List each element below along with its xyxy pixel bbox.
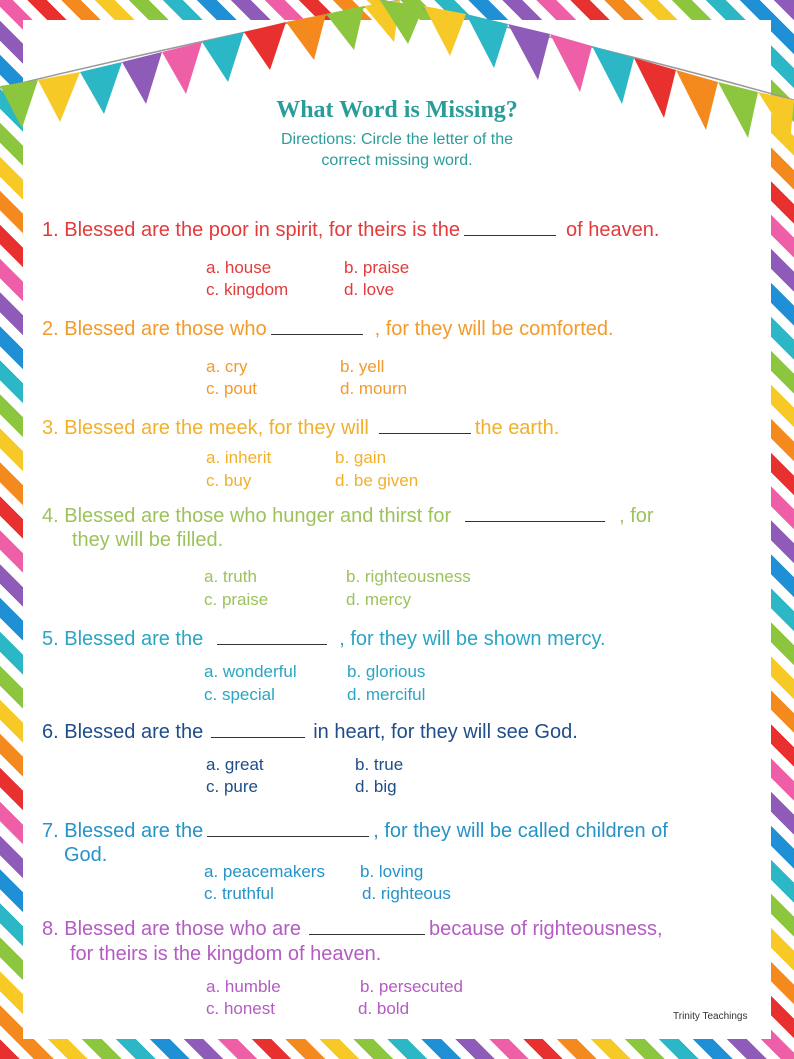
question-5-blank[interactable] [217,630,327,645]
question-6 [42,721,578,744]
question-5-text-after: , for they will be shown mercy. [339,628,606,650]
question-1-option-c[interactable]: c. kingdom [206,280,289,299]
question-3 [42,417,559,440]
question-8-text-after: because of righteousness, [429,918,663,940]
question-4-option-b[interactable]: b. righteousness [346,567,471,586]
question-6-option-c[interactable]: c. pure [206,777,258,796]
question-7-option-a[interactable]: a. peacemakers [204,862,325,881]
question-7-option-b[interactable]: b. loving [360,862,424,881]
question-2-option-d[interactable]: d. mourn [340,379,408,398]
question-5-text-before: 5. Blessed are the [42,628,204,650]
bunting-flag [592,46,634,104]
question-7-text-before: 7. Blessed are the [42,820,204,842]
question-4-text-after: , for [619,505,654,527]
question-6-text-after: in heart, for they will see God. [313,721,578,743]
question-5-option-d[interactable]: d. merciful [347,685,426,704]
question-5-option-c[interactable]: c. special [204,685,275,704]
question-4-text-before: 4. Blessed are those who hunger and thirst for [42,505,452,527]
bunting-flag [326,6,364,50]
directions-line-2: correct missing word. [321,152,473,169]
question-1-text-after: of heaven. [565,219,660,241]
question-7-option-d[interactable]: d. righteous [362,884,451,903]
question-2 [42,318,614,341]
question-4-option-c[interactable]: c. praise [204,590,269,609]
bunting-flag [466,14,508,68]
question-3-blank[interactable] [379,419,471,434]
question-6-blank[interactable] [211,723,305,738]
question-6-option-b[interactable]: b. true [355,755,404,774]
question-2-option-a[interactable]: a. cry [206,357,248,376]
question-3-option-d[interactable]: d. be given [335,471,419,490]
question-7-option-c[interactable]: c. truthful [204,884,274,903]
question-3-option-a[interactable]: a. inherit [206,448,272,467]
question-7 [42,820,668,843]
question-5-option-a[interactable]: a. wonderful [204,662,297,681]
bunting-flag [244,22,286,70]
question-5-option-b[interactable]: b. glorious [347,662,426,681]
question-6-option-d[interactable]: d. big [355,777,397,796]
question-8 [42,918,663,941]
question-2-option-b[interactable]: b. yell [340,357,385,376]
bunting-flag [550,34,592,92]
question-8-blank[interactable] [309,920,425,935]
question-5 [42,628,606,651]
question-7-line-2: God. [64,844,108,866]
question-3-text-after: the earth. [474,417,560,439]
question-4 [42,505,654,528]
question-8-option-a[interactable]: a. humble [206,977,281,996]
question-2-blank[interactable] [271,320,363,335]
question-8-text-before: 8. Blessed are those who are [42,918,302,940]
question-6-option-a[interactable]: a. great [206,755,264,774]
question-6-text-before: 6. Blessed are the [42,721,204,743]
question-2-text-before: 2. Blessed are those who [42,318,267,340]
question-1 [42,219,659,242]
question-1-option-a[interactable]: a. house [206,258,272,277]
question-4-line-2: they will be filled. [72,529,224,551]
question-8-option-b[interactable]: b. persecuted [360,977,464,996]
question-2-option-c[interactable]: c. pout [206,379,258,398]
credit-text: Trinity Teachings [673,1011,748,1022]
question-4-option-a[interactable]: a. truth [204,567,257,586]
page-title: What Word is Missing? [276,97,518,123]
bunting-flag [424,6,466,56]
question-8-option-c[interactable]: c. honest [206,999,275,1018]
question-7-text-after: , for they will be called children of [373,820,668,842]
question-1-option-b[interactable]: b. praise [344,258,410,277]
question-4-option-d[interactable]: d. mercy [346,590,412,609]
bunting-flag [508,24,550,80]
directions-line-1: Directions: Circle the letter of the [280,131,514,148]
question-7-blank[interactable] [207,822,369,837]
question-1-blank[interactable] [464,221,556,236]
question-8-option-d[interactable]: d. bold [358,999,410,1018]
question-1-option-d[interactable]: d. love [344,280,395,299]
question-2-text-after: , for they will be comforted. [374,318,614,340]
question-1-text-before: 1. Blessed are the poor in spirit, for theirs is the [42,219,460,241]
question-3-option-c[interactable]: c. buy [206,471,252,490]
question-3-option-b[interactable]: b. gain [335,448,387,467]
question-4-blank[interactable] [465,507,605,522]
bunting-flag [286,14,326,60]
question-3-text-before: 3. Blessed are the meek, for they will [42,417,369,439]
question-8-line-2: for theirs is the kingdom of heaven. [70,943,382,965]
